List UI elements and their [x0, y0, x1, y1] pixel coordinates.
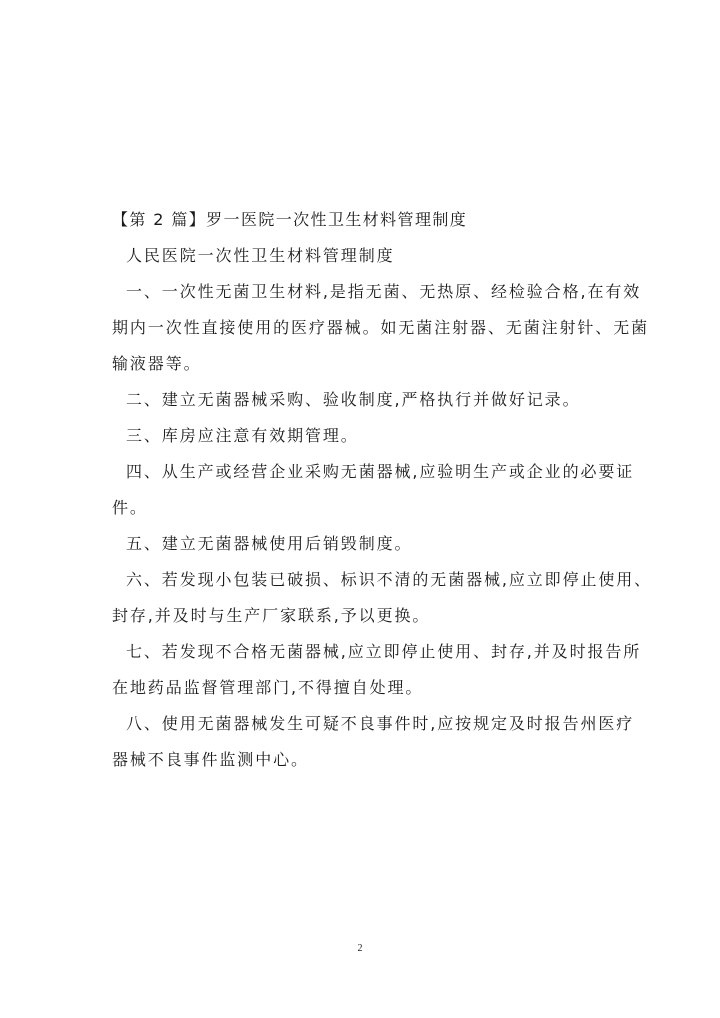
paragraph-line: 输液器等。	[112, 354, 202, 373]
paragraph-line: 二、建立无菌器械采购、验收制度,严格执行并做好记录。	[126, 390, 581, 409]
paragraph-line: 器械不良事件监测中心。	[112, 750, 309, 769]
paragraph-line: 一、一次性无菌卫生材料,是指无菌、无热原、经检验合格,在有效	[126, 282, 642, 301]
paragraph-line: 封存,并及时与生产厂家联系,予以更换。	[112, 606, 431, 625]
paragraph-4	[112, 454, 635, 526]
paragraph-line: 期内一次性直接使用的医疗器械。如无菌注射器、无菌注射针、无菌	[112, 318, 650, 337]
page-number: 2	[357, 943, 363, 954]
paragraph-1	[112, 274, 650, 382]
paragraph-line: 在地药品监督管理部门,不得擅自处理。	[112, 678, 424, 697]
paragraph-6	[112, 562, 653, 634]
paragraph-line: 七、若发现不合格无菌器械,应立即停止使用、封存,并及时报告所	[126, 642, 642, 661]
paragraph-line: 八、使用无菌器械发生可疑不良事件时,应按规定及时报告州医疗	[126, 714, 635, 733]
paragraph-5	[112, 526, 624, 562]
paragraph-line: 件。	[112, 498, 148, 517]
document-subtitle: 人民医院一次性卫生材料管理制度	[126, 246, 395, 265]
document-body	[112, 202, 653, 778]
paragraph-2	[112, 382, 624, 418]
paragraph-line: 六、若发现小包装已破损、标识不清的无菌器械,应立即停止使用、	[126, 570, 653, 589]
paragraph-7	[112, 634, 642, 706]
paragraph-8	[112, 706, 635, 778]
document-title: 【第 2 篇】罗一医院一次性卫生材料管理制度	[112, 210, 468, 229]
paragraph-line: 四、从生产或经营企业采购无菌器械,应验明生产或企业的必要证	[126, 462, 635, 481]
paragraph-line: 三、库房应注意有效期管理。	[126, 426, 359, 445]
paragraph-3	[112, 418, 624, 454]
paragraph-line: 五、建立无菌器械使用后销毁制度。	[126, 534, 413, 553]
